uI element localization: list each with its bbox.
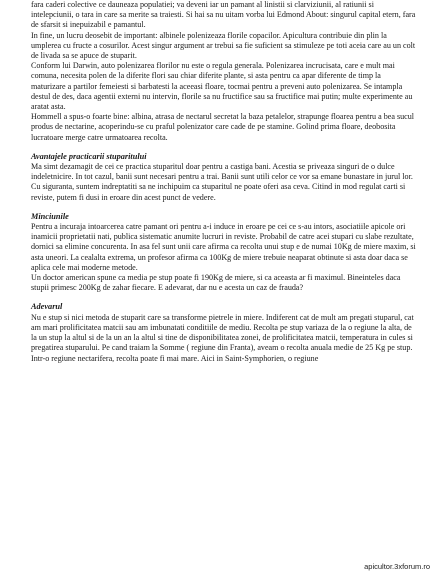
section-heading: Avantajele practicarii stuparitului	[31, 151, 147, 161]
section-lies	[31, 212, 417, 294]
spacer	[31, 143, 417, 152]
paragraph: Conform lui Darwin, auto polenizarea florilor nu este o regula generala. Polenizarea incrucisata, care e mult mai comuna, necesita polen de la diferite flori sau chiar diferite plante, si asta pentru ca apar diferente de timp la maturizare a partilor femeiesti si barbatesti la aceeasi floare, tocmai pentru a preveni auto polenizarea. Se intampla destul de des, daca agentii externi nu intervin, florile sa nu fructifice sau sa fructifice mai putin; multe experimente au aratat asta.	[31, 61, 413, 112]
document-page	[31, 0, 417, 364]
spacer	[31, 293, 417, 302]
paragraph: In fine, un lucru deosebit de important: albinele polenizeaza florile copacilor. Apicultura contribuie din plin la umplerea cu fructe a cosurilor. Acest singur argument ar trebui sa fie suficient sa stimuleze pe toti aceia care au un colt de livada sa se apuce de stuparit.	[31, 30, 416, 61]
section-advantages	[31, 152, 417, 203]
paragraph: fara caderi colective ce dauneaza populatiei; va deveni iar un pamant al linistii si clarviziunii, al ratiunii si intelepciunii, o tara in care sa merite sa traiesti. Si hai sa nu uitam vorba lui Edmond About: singurul capital etern, fara de sfarsit si inepuizabil e pamantul.	[31, 0, 416, 30]
section-truth	[31, 302, 417, 363]
footer-url: apicultor.3xforum.ro	[364, 562, 430, 571]
paragraph: Nu e stup si nici metoda de stuparit care sa transforme pietrele in miere. Indiferent cat de mult am pregati stuparul, cat am mari prolificitatea matcii sau am imbunatati conditiile de mediu. Recolta pe stup variaza de la o regiune la alta, de la un stup la altul si de la un an la altul si tine de disponibilitatea zonei, de prolificitatea matcii, temperatura in cules si pregatirea stuparului. Pe cand traiam la Somme ( regiune din Franta), aveam o recolta anuala medie de 25 Kg pe stup. Intr-o regiune nectarifera, recolta poate fi mai mare. Aici in Saint-Symphorien, o regiune	[31, 312, 414, 363]
paragraph: Hommell a spus-o foarte bine: albina, atrasa de nectarul secretat la baza petalelor, strapunge floarea pentru a bea sucul produs de nectarine, acoperindu-se cu praful polenizator care cade de pe stamine. Golind prima floare, deobosita lucratoare merge catre urmatoarea recolta.	[31, 112, 415, 142]
paragraph: Un doctor american spune ca media pe stup poate fi 190Kg de miere, si ca aceasta ar fi maximul. Bineinteles daca stupii primesc 200Kg de zahar fiecare. E adevarat, dar nu e acesta un caz de frauda?	[31, 273, 401, 293]
section-intro	[31, 0, 417, 143]
paragraph: Pentru a incuraja intoarcerea catre pamant ori pentru a-i induce in eroare pe cei ce s-au intors, asociatiile apicole ori inamicii proprietatii nati, publica sistematic anumite lucruri in reviste. Probabil de catre acei stupari cu slabe rezultate, dornici sa elimine concurenta. In asa fel sunt unii care afirma ca recolta unui stup e de numai 10Kg de miere maxim, si asta uneori. La cealalta extrema, un profesor afirma ca 100Kg de miere trebuie neaparat obtinute si asta doar daca se aplica cele mai moderne metode.	[31, 222, 416, 272]
spacer	[31, 203, 417, 212]
section-heading: Minciunile	[31, 211, 69, 221]
paragraph: Ma simt dezamagit de cei ce practica stuparitul doar pentru a castiga bani. Acestia se priveaza singuri de o dulce indeletnicire. In tot cazul, banii sunt necesari pentru a trai. Banii sunt utili celor ce vor sa emane bunastare in jurul lor. Cu siguranta, suntem indreptatiti sa ne inchipuim ca stuparitul ne poate oferi asa ceva. Citind in mod regulat carti si reviste, putem fi dusi in eroare din acest punct de vedere.	[31, 162, 413, 202]
section-heading: Adevarul	[31, 302, 63, 312]
